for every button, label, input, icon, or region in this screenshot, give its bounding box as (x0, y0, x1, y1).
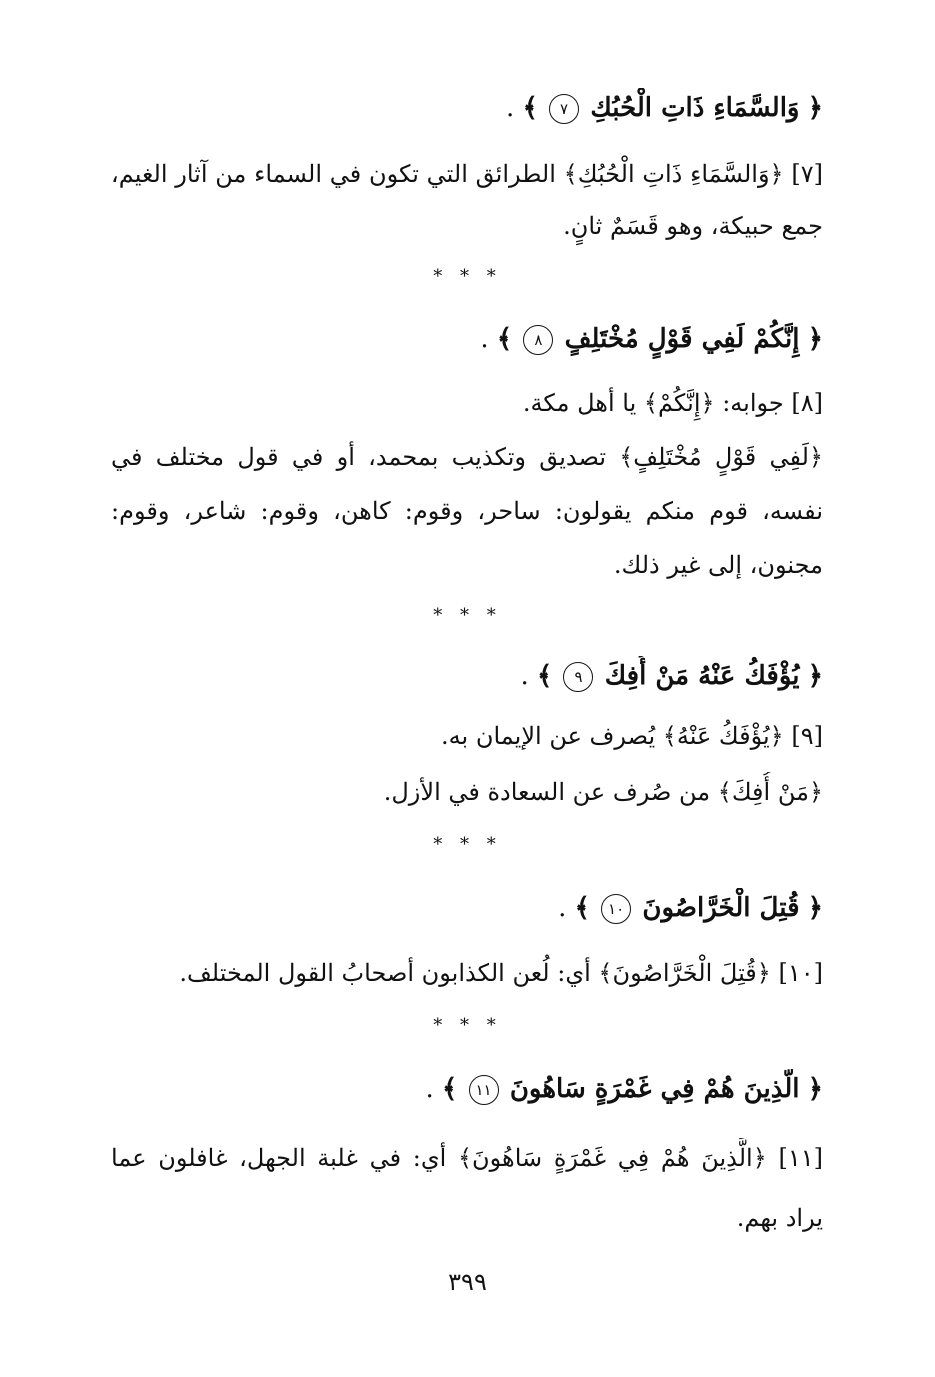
ayah-number-marker: ٧ (549, 94, 579, 124)
quran-bracket-close: ﴾ (442, 1074, 458, 1104)
verse-9 (111, 656, 823, 696)
quran-bracket-close: ﴾ (496, 324, 513, 354)
quran-bracket-close: ﴾ (522, 93, 538, 123)
verse-7 (111, 88, 823, 128)
verse-end-mark: . (425, 1074, 434, 1104)
quran-bracket-open: ﴿ (807, 661, 823, 691)
quran-bracket-open: ﴿ (807, 1074, 823, 1104)
commentary-line: ﴿لَفِي قَوْلٍ مُخْتَلِفٍ﴾ تصديق وتكذيب بمحمد، أو في قول مختلف في (111, 443, 823, 471)
verse-text: قُتِلَ الْخَرَّاصُونَ (642, 893, 800, 923)
quran-bracket-open: ﴿ (807, 324, 823, 354)
section-separator: * * * (433, 266, 502, 287)
verse-11 (111, 1069, 823, 1109)
verse-text: وَالسَّمَاءِ ذَاتِ الْحُبُكِ (590, 93, 800, 123)
commentary-line: يراد بهم. (736, 1204, 823, 1232)
commentary-line: [٧] ﴿وَالسَّمَاءِ ذَاتِ الْحُبُكِ﴾ الطرائق التي تكون في السماء من آثار الغيم، (111, 160, 823, 188)
commentary-line: [١١] ﴿الَّذِينَ هُمْ فِي غَمْرَةٍ سَاهُونَ﴾ أي: في غلبة الجهل، غافلون عما (111, 1144, 823, 1172)
page-number: ٣٩٩ (448, 1268, 487, 1296)
quran-bracket-close: ﴾ (574, 893, 590, 923)
commentary-line: نفسه، قوم منكم يقولون: ساحر، وقوم: كاهن، وقوم: شاعر، وقوم: (111, 497, 823, 525)
commentary-line: [١٠] ﴿قُتِلَ الْخَرَّاصُونَ﴾ أي: لُعن الكذابون أصحابُ القول المختلف. (179, 959, 823, 987)
section-separator: * * * (433, 605, 502, 626)
quran-bracket-open: ﴿ (807, 893, 823, 923)
verse-text: إِنَّكُمْ لَفِي قَوْلٍ مُخْتَلِفٍ (564, 324, 800, 354)
verse-10 (111, 888, 823, 928)
ayah-number-marker: ٨ (523, 325, 553, 355)
verse-text: الَّذِينَ هُمْ فِي غَمْرَةٍ سَاهُونَ (509, 1074, 800, 1104)
quran-bracket-close: ﴾ (536, 661, 553, 691)
section-separator: * * * (433, 834, 502, 855)
verse-8 (111, 319, 823, 359)
quran-bracket-open: ﴿ (807, 93, 823, 123)
commentary-line: [٩] ﴿يُؤْفَكُ عَنْهُ﴾ يُصرف عن الإيمان به. (441, 722, 823, 750)
commentary-line: ﴿مَنْ أُفِكَ﴾ من صُرف عن السعادة في الأزل. (383, 778, 823, 806)
verse-end-mark: . (506, 93, 515, 123)
commentary-line: [٨] جوابه: ﴿إِنَّكُمْ﴾ يا أهل مكة. (522, 389, 823, 417)
verse-text: يُؤْفَكُ عَنْهُ مَنْ أُفِكَ (604, 661, 800, 691)
ayah-number-marker: ١١ (469, 1075, 499, 1105)
verse-end-mark: . (520, 661, 529, 691)
ayah-number-marker: ١٠ (601, 894, 631, 924)
commentary-line: مجنون، إلى غير ذلك. (613, 551, 823, 579)
verse-end-mark: . (480, 324, 489, 354)
section-separator: * * * (433, 1015, 502, 1036)
commentary-line: جمع حبيكة، وهو قَسَمٌ ثانٍ. (563, 212, 823, 240)
ayah-number-marker: ٩ (563, 662, 593, 692)
verse-end-mark: . (558, 893, 567, 923)
